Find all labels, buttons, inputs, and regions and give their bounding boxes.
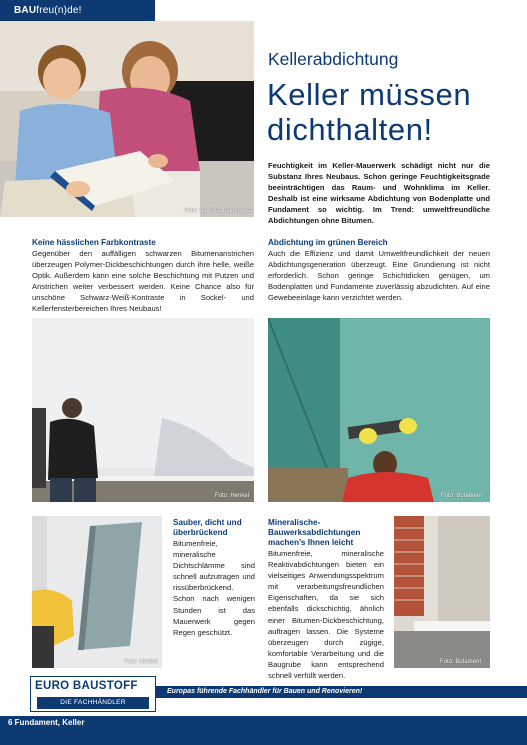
brand-rest: freu(n)de! xyxy=(36,5,82,16)
section-text: Bitumenfreie, mineralische Dichtschlämme sind schnell aufzutragen und rissüberbrückend. Schon nach wenigen Stunden ist das Mauerwerk gegen Regen geschützt. xyxy=(173,539,255,637)
intro-text: Feuchtigkeit im Keller-Mauerwerk schädigt nicht nur die Substanz Ihres Neubaus. Schon geringe Feuchtigkeitsgrade beeinträchtigen das Raum- und Wohnklima im Keller. Deshalb ist eine wirksame Abdichtung von Bodenplatte und Fundament so wichtig. Im Trend: umweltfreundliche Abdichtungen ohne Bitumen. xyxy=(268,161,490,226)
brick-wall-photo xyxy=(394,516,490,668)
section-heading: Keine hässlichen Farbkontraste xyxy=(32,238,156,247)
family-photo xyxy=(0,21,254,217)
green-wall-photo xyxy=(268,318,490,502)
photo-credit-brick: Foto: Botament xyxy=(440,659,482,665)
photo-credit-trowel: Foto: Henkel xyxy=(124,659,159,665)
section-clean-tight xyxy=(173,518,255,638)
photo-credit-wall: Foto: Henkel xyxy=(215,493,250,499)
brand-tag xyxy=(0,0,155,21)
section-text: Gegenüber den auffälligen schwarzen Bitumenanstrichen überzeugen Polymer-Dickbeschichtungen durch ihre helle, weiße Optik. Außerdem kann eine solche Beschichtung mit Putzen und Anstrichen weiter verbessert werden. Keine Chance also für unschöne Schwarz-Weiß-Kontraste in Sockel- und Kellerfensterbereichen Ihres Neubaus! xyxy=(32,249,254,314)
photo-credit-green: Foto: Botament xyxy=(441,493,483,499)
section-heading: Mineralische-Bauwerksabdichtungen machen’s Ihnen leicht xyxy=(268,518,361,547)
section-text: Auch die Effizienz und damit Umweltfreundlichkeit der neuen Abdichtungsgeneration überzeugt. Eine Grundierung ist nicht erforderlich. Schon geringe Schichtdicken genügen, um Bodenplatten und Fundamente zuverlässig abzudichten. Auf eine Gewebeeinlage kann verzichtet werden. xyxy=(268,249,490,303)
page-kicker: Kellerabdichtung xyxy=(268,49,399,69)
section-colour-contrast xyxy=(32,238,254,315)
section-heading: Abdichtung im grünen Bereich xyxy=(268,238,388,247)
trowel-photo xyxy=(32,516,162,668)
section-text: Bitumenfreie, mineralische Reaktivabdichtungen bieten ein vielseitiges Anwendungsspektrum mit verarbeitungsfreundlichen Eigenschaften, da sie sich ebenfalls dickschichtig, ähnlich einer Bitumen-Dickbeschichtung, auftragen lassen. Die Systeme überzeugen durch zügige, komfortable Verarbeitung und die Baugrube kann entsprechend schnell verfüllt werden. xyxy=(268,549,384,681)
trowel-photo-art xyxy=(32,516,162,668)
logo-subline: DIE FACHHÄNDLER xyxy=(37,697,149,709)
white-wall-photo-art xyxy=(32,318,254,502)
logo-wordmark: EURO BAUSTOFF xyxy=(35,680,138,692)
brand-main: BAU xyxy=(14,5,37,16)
green-wall-photo-art xyxy=(268,318,490,502)
white-wall-photo xyxy=(32,318,254,502)
section-mineral-sealing xyxy=(268,518,384,681)
brick-wall-photo-art xyxy=(394,516,490,668)
section-green-area xyxy=(268,238,490,303)
page-number-label: 6 Fundament, Keller xyxy=(8,718,85,727)
footer-tagline: Europas führende Fachhändler für Bauen und Renovieren! xyxy=(155,686,527,698)
euro-baustoff-logo xyxy=(30,676,156,712)
page-title-line1: Keller müssen xyxy=(267,77,472,112)
page-title-line2: dichthalten! xyxy=(267,112,433,147)
section-heading: Sauber, dicht und überbrückend xyxy=(173,518,242,537)
photo-credit-family: Foto: Saint-Gobain Isover xyxy=(184,208,253,214)
family-photo-art xyxy=(0,21,254,217)
